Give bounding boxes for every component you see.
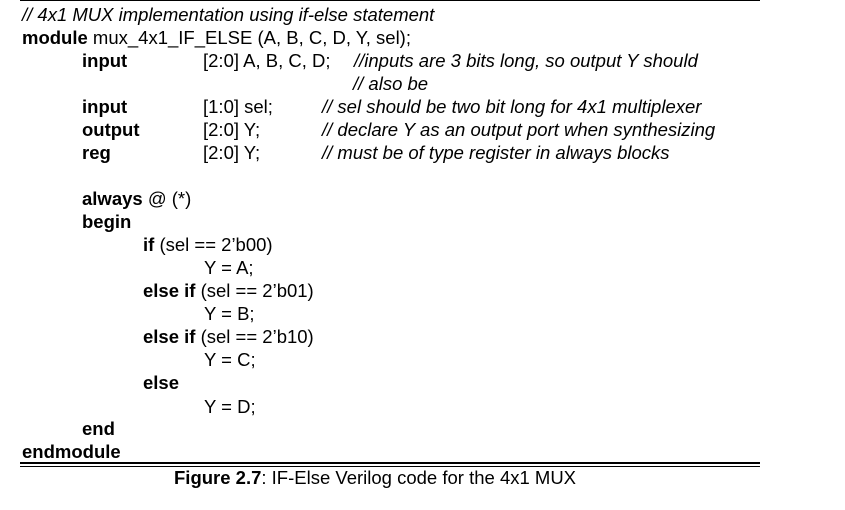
code-if-line (143, 234, 273, 256)
figure-caption (174, 467, 576, 489)
output-comment: // declare Y as an output port when synthesizing (322, 119, 716, 140)
assign-c: Y = C; (204, 349, 256, 370)
keyword-end: end (82, 418, 115, 439)
figure-label: Figure 2.7 (174, 467, 262, 488)
keyword-reg: reg (82, 142, 111, 163)
code-elseif-2-line (143, 326, 314, 348)
keyword-input-2: input (82, 96, 128, 117)
keyword-if: if (143, 234, 155, 255)
else-if-2-condition: (sel == 2’b10) (195, 326, 314, 347)
keyword-begin: begin (82, 211, 132, 232)
assign-d: Y = D; (204, 396, 256, 417)
keyword-module: module (22, 27, 88, 48)
input-2-comment: // sel should be two bit long for 4x1 multiplexer (322, 96, 702, 117)
always-sensitivity: @ (*) (142, 188, 192, 209)
keyword-input-1: input (82, 50, 128, 71)
else-if-1-condition: (sel == 2’b01) (195, 280, 314, 301)
code-always-line (82, 188, 191, 210)
code-comment-title: // 4x1 MUX implementation using if-else statement (22, 4, 435, 25)
keyword-else: else (143, 372, 180, 393)
figure-caption-text: : IF-Else Verilog code for the 4x1 MUX (261, 467, 577, 488)
assign-a: Y = A; (204, 257, 254, 278)
keyword-else-if-2: else if (143, 326, 196, 347)
caption-rule-top (20, 462, 760, 464)
input-2-declaration: [1:0] sel; (203, 96, 273, 117)
input-1-comment-continued: // also be (353, 73, 429, 94)
module-declaration: mux_4x1_IF_ELSE (A, B, C, D, Y, sel); (87, 27, 411, 48)
reg-declaration: [2:0] Y; (203, 142, 261, 163)
keyword-else-if-1: else if (143, 280, 196, 301)
keyword-endmodule: endmodule (22, 441, 121, 462)
reg-comment: // must be of type register in always blocks (322, 142, 670, 163)
keyword-output: output (82, 119, 140, 140)
assign-b: Y = B; (204, 303, 255, 324)
code-module-line (22, 27, 411, 49)
code-elseif-1-line (143, 280, 314, 302)
if-condition: (sel == 2’b00) (154, 234, 273, 255)
input-1-comment: //inputs are 3 bits long, so output Y should (354, 50, 698, 71)
output-declaration: [2:0] Y; (203, 119, 261, 140)
keyword-always: always (82, 188, 143, 209)
input-1-declaration: [2:0] A, B, C, D; (203, 50, 331, 71)
